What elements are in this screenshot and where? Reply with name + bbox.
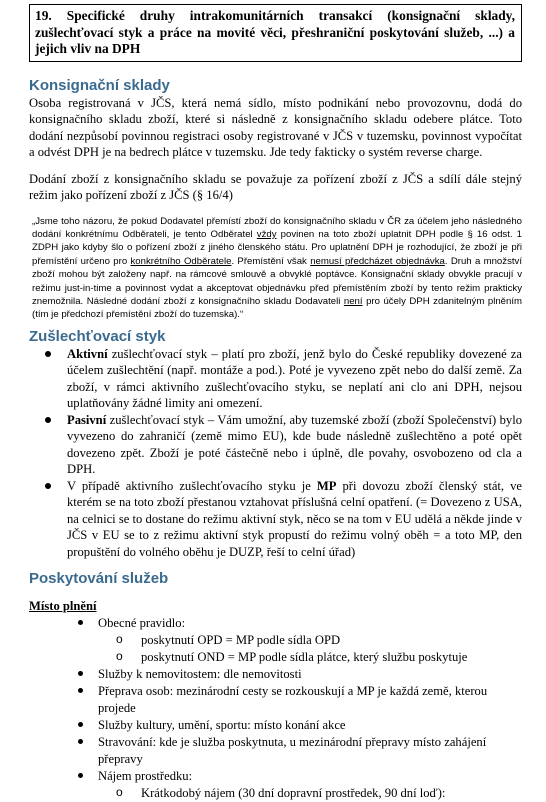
heading-zuslechtovaci-styk: Zušlechťovací styk [29,327,166,345]
list-item: Stravování: kde je služba poskytnuta, u mezinárodní přepravy místo zahájení přepravy [29,734,522,768]
list-item: Nájem prostředku: o Krátkodobý nájem (30 dní dopravní prostředek, 90 dní loď): [29,768,522,802]
heading-poskytovani-sluzeb: Poskytování služeb [29,570,169,588]
list-item: Služby kultury, umění, sportu: místo konání akce [29,717,522,734]
document-page [0,4,546,800]
list-item: Služby k nemovitostem: dle nemovitosti [29,666,522,683]
sublist-najem [98,785,522,802]
heading-konsignacni-sklady: Konsignační sklady [29,76,170,94]
subheading-misto-plneni: Místo plnění [29,599,97,614]
list-item: V případě aktivního zušlechťovacího styku je MP při dovozu zboží členský stát, ve kterém se na toto zboží přestanou vztahovat příslušná celní opatření. (= Dovezeno z USA, na celnici se to dostane do režimu aktivní styk, něco se na tom v EU udělá a někde jinde v JČS v EU se to z režimu aktivní styk propustí do režimu volný oběh = a toto MP, den propuštění do volného oběhu je DUZP, řeší to celní úřad) [29,478,522,561]
question-title: 19. Specifické druhy intrakomunitárních transakcí (konsignační sklady, zušlechťovací styk a práce na movité věci, přeshraniční poskytování služeb, ...) a jejich vliv na DPH [29,4,522,62]
quote-konsignace: „Jsme toho názoru, že pokud Dodavatel přemístí zboží do konsignačního skladu v ČR za účelem jeho následného dodání konkrétnímu Odběrateli, je tento Odběratel vždy povinen na toto zboží uplatnit DPH podle § 16 odst. 1 ZDPH jako kdyby šlo o pořízení zboží z jiného členského státu. Pro uplatnění DPH je rozhodující, že zboží je při přemístění určeno pro konkrétního Odběratele. Přemístění však nemusí předcházet objednávka. Druh a množství zboží mohou být založeny např. na rámcové smlouvě a obvyklé poptávce. Konsignační sklady obvykle pracují v režimu just-in-time a povinnost vydat a akceptovat objednávku před přemístěním zboží by tento režim prakticky znemožnila. Následné dodání zboží z konsignačního skladu Dodavateli není pro účely DPH zdanitelným plněním (tím je předchozí přemístění zboží do tuzemska).“ [32,215,522,321]
list-item: Pasivní zušlechťovací styk – Vám umožní, aby tuzemské zboží (zboží Společenství) bylo vyvezeno do zahraničí (země mimo EU), kde bude následně zušlechtěno a poté opět dovezeno zpět. Zboží je poté částečně nebo i úplně, dle povahy, osvobozeno od cla a DPH. [29,412,522,478]
sublist-obecne-pravidlo [98,632,522,666]
list-item: Přeprava osob: mezinárodní cesty se rozkouskují a MP je každá země, kterou projede [29,683,522,717]
paragraph-konsignace-1: Osoba registrovaná v JČS, která nemá sídlo, místo podnikání nebo provozovnu, dodá do konsignačního skladu zboží, které si následně z konsignačního skladu odebere plátce. Toto dodání nezpůsobí povinnou registraci osoby registrované v JČS v tuzemsku, povinnost vypočítat a odvést DPH je na bedrech plátce v tuzemsku. Jde tedy fakticky o systém reverse charge. [29,95,522,159]
list-item: Obecné pravidlo: o poskytnutí OPD = MP podle sídla OPD o poskytnutí OND = MP podle sídla plátce, který službu poskytuje [29,615,522,666]
list-misto-plneni [29,615,522,802]
list-zuslechtovaci [29,346,522,561]
list-item: Aktivní zušlechťovací styk – platí pro zboží, jenž bylo do České republiky dovezené za účelem zušlechtění (např. montáže a pod.). Poté je vyvezeno zpět nebo do další země. Za zboží, v rámci aktivního zušlechťovacího styku, se neplatí ani clo ani DPH, nejsou uplatňovány žádné limity ani omezení. [29,346,522,412]
list-item: o poskytnutí OPD = MP podle sídla OPD [98,632,522,649]
list-item: o Krátkodobý nájem (30 dní dopravní prostředek, 90 dní loď): [98,785,522,802]
list-item: o poskytnutí OND = MP podle sídla plátce, který službu poskytuje [98,649,522,666]
paragraph-konsignace-2: Dodání zboží z konsignačního skladu se považuje za pořízení zboží z JČS a sdílí dále stejný režim jako pořízení zboží z JČS (§ 16/4) [29,171,522,202]
